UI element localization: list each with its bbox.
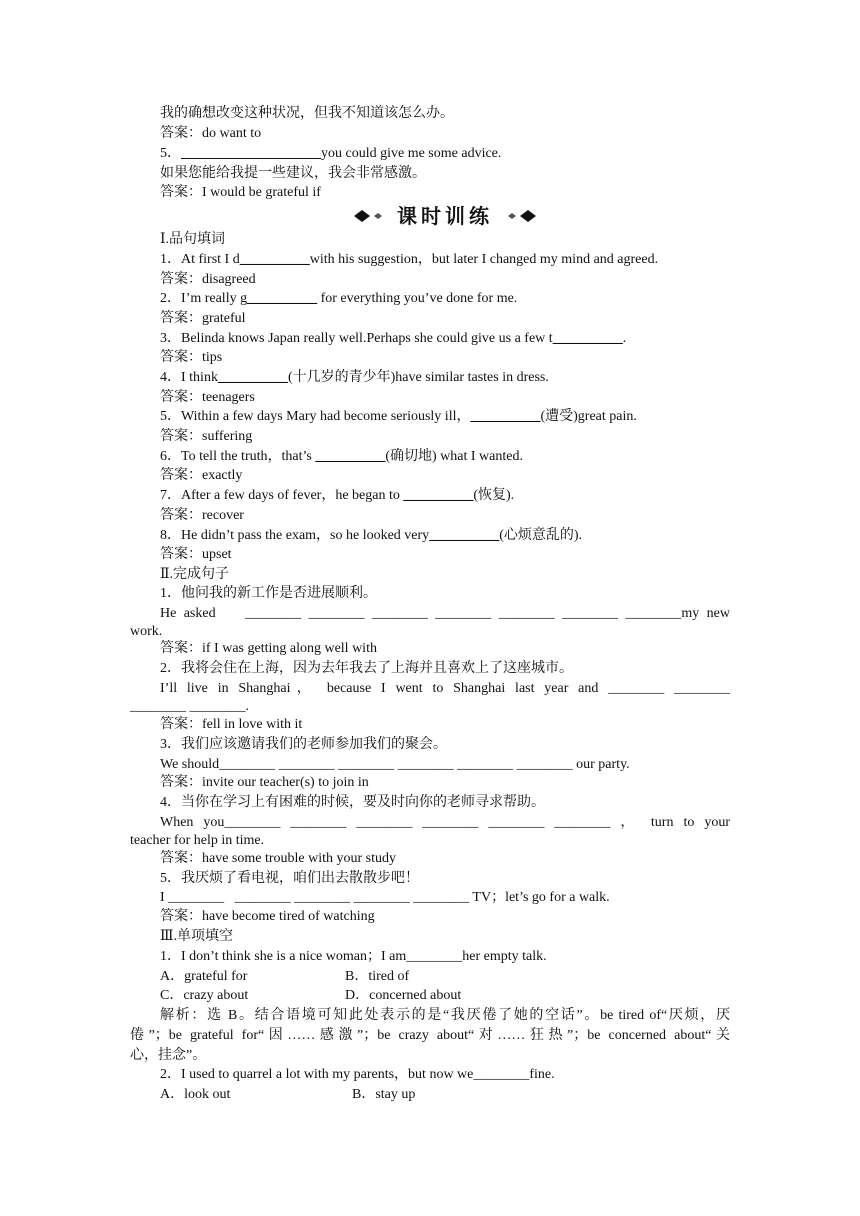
sentence-line: When you________ ________ ________ ________ ________ ________ ， turn to your — [160, 815, 730, 830]
answer-line: 答案：recover — [160, 508, 244, 523]
answer-line: 答案：upset — [160, 547, 232, 562]
section-heading: Ⅰ.品句填词 — [160, 232, 226, 247]
question-text: . — [622, 331, 627, 346]
answer-blank: __________ — [239, 252, 310, 267]
answer-blank: __________ — [247, 291, 318, 306]
question-line — [160, 448, 523, 466]
answer-line: 答案：I would be grateful if — [160, 185, 321, 200]
question-line — [160, 527, 582, 545]
answer-blank: __________ — [217, 370, 288, 385]
chinese-prompt: 2．我将会住在上海，因为去年我去了上海并且喜欢上了这座城市。 — [160, 661, 573, 676]
answer-blank: __________ — [403, 488, 474, 503]
sentence-line: I ________ ________ ________ ________ ________ TV；let’s go for a walk. — [160, 890, 610, 905]
question-text: 4．I think — [160, 370, 218, 385]
explanation-line: 心，挂念”。 — [130, 1048, 207, 1063]
sentence-line: He asked ________ ________ ________ ________ ________ ________ ________my new — [160, 606, 730, 621]
question-text: 8．He didn’t pass the exam，so he looked very — [160, 528, 430, 543]
question-text: with his suggestion，but later I changed my mind and agreed. — [309, 252, 659, 267]
translation-line: 我的确想改变这种状况，但我不知道该怎么办。 — [160, 106, 454, 121]
question-text: 3．Belinda knows Japan really well.Perhaps she could give us a few t — [160, 331, 553, 346]
question-text: 5．Within a few days Mary had become seriously ill， — [160, 409, 471, 424]
sentence-line: work. — [130, 624, 163, 639]
question-text: 6．To tell the truth，that’s — [160, 449, 316, 464]
question-number: 5． — [160, 146, 181, 161]
answer-line: 答案：fell in love with it — [160, 717, 303, 732]
answer-blank: __________ — [470, 409, 541, 424]
option-b: B．stay up — [352, 1087, 416, 1102]
option-c: C．crazy about — [160, 988, 249, 1003]
answer-line: 答案：teenagers — [160, 390, 255, 405]
question-text: 1．At first I d — [160, 252, 240, 267]
chinese-prompt: 4．当你在学习上有困难的时候，要及时向你的老师寻求帮助。 — [160, 795, 545, 810]
question-line — [160, 251, 658, 269]
option-b: B．tired of — [345, 969, 410, 984]
translation-line: 如果您能给我提一些建议，我会非常感激。 — [160, 166, 426, 181]
answer-line: 答案：do want to — [160, 126, 262, 141]
answer-blank — [181, 146, 321, 161]
question-text: (心烦意乱的). — [499, 528, 583, 543]
answer-line: 答案：have some trouble with your study — [160, 851, 397, 866]
banner-title: 课时训练 — [397, 204, 493, 228]
answer-line: 答案：invite our teacher(s) to join in — [160, 775, 369, 790]
question-line: 2．I used to quarrel a lot with my parents，but now we________fine. — [160, 1067, 555, 1082]
question-text: for everything you’ve done for me. — [317, 291, 518, 306]
sentence-line: We should________ ________ ________ ________ ________ ________ our party. — [160, 757, 630, 772]
explanation-line: 解析：选 B。结合语境可知此处表示的是“我厌倦了她的空话”。be tired of“厌烦，厌 — [160, 1008, 730, 1023]
answer-line: 答案：exactly — [160, 468, 243, 483]
answer-line: 答案：suffering — [160, 429, 253, 444]
answer-line: 答案：grateful — [160, 311, 246, 326]
sentence-line: I’ll live in Shanghai， because I went to Shanghai last year and ________ ________ — [160, 681, 730, 696]
question-text: (恢复). — [473, 488, 515, 503]
option-a: A．grateful for — [160, 969, 248, 984]
question-line — [160, 145, 501, 163]
answer-blank: __________ — [315, 449, 386, 464]
section-banner — [350, 202, 540, 230]
answer-line: 答案：tips — [160, 350, 223, 365]
question-text: 7．After a few days of fever，he began to — [160, 488, 404, 503]
chinese-prompt: 3．我们应该邀请我们的老师参加我们的聚会。 — [160, 737, 447, 752]
chinese-prompt: 5．我厌烦了看电视，咱们出去散散步吧！ — [160, 871, 419, 886]
question-text: 2．I’m really g — [160, 291, 248, 306]
section-heading: Ⅱ.完成句子 — [160, 567, 230, 582]
question-line — [160, 408, 637, 426]
answer-line: 答案：disagreed — [160, 272, 256, 287]
question-line: 1．I don’t think she is a nice woman；I am________her empty talk. — [160, 949, 547, 964]
question-line — [160, 487, 514, 505]
sentence-line: teacher for help in time. — [130, 833, 265, 848]
option-a: A．look out — [160, 1087, 231, 1102]
chinese-prompt: 1．他问我的新工作是否进展顺利。 — [160, 586, 377, 601]
question-line — [160, 330, 626, 348]
option-d: D．concerned about — [345, 988, 462, 1003]
answer-line: 答案：if I was getting along well with — [160, 641, 377, 656]
question-text: (确切地) what I wanted. — [385, 449, 523, 464]
answer-line: 答案：have become tired of watching — [160, 909, 375, 924]
question-line — [160, 369, 549, 387]
question-line — [160, 290, 517, 308]
question-text: (遭受)great pain. — [540, 409, 637, 424]
question-text: you could give me some advice. — [321, 146, 502, 161]
question-text: (十几岁的青少年)have similar tastes in dress. — [287, 370, 549, 385]
answer-blank: __________ — [552, 331, 623, 346]
sentence-line: ________ ________. — [130, 699, 249, 714]
explanation-line: 倦”；be grateful for“因……感激”；be crazy about“对……狂热”；be concerned about“关 — [130, 1028, 730, 1043]
section-heading: Ⅲ.单项填空 — [160, 929, 234, 944]
answer-blank: __________ — [429, 528, 500, 543]
